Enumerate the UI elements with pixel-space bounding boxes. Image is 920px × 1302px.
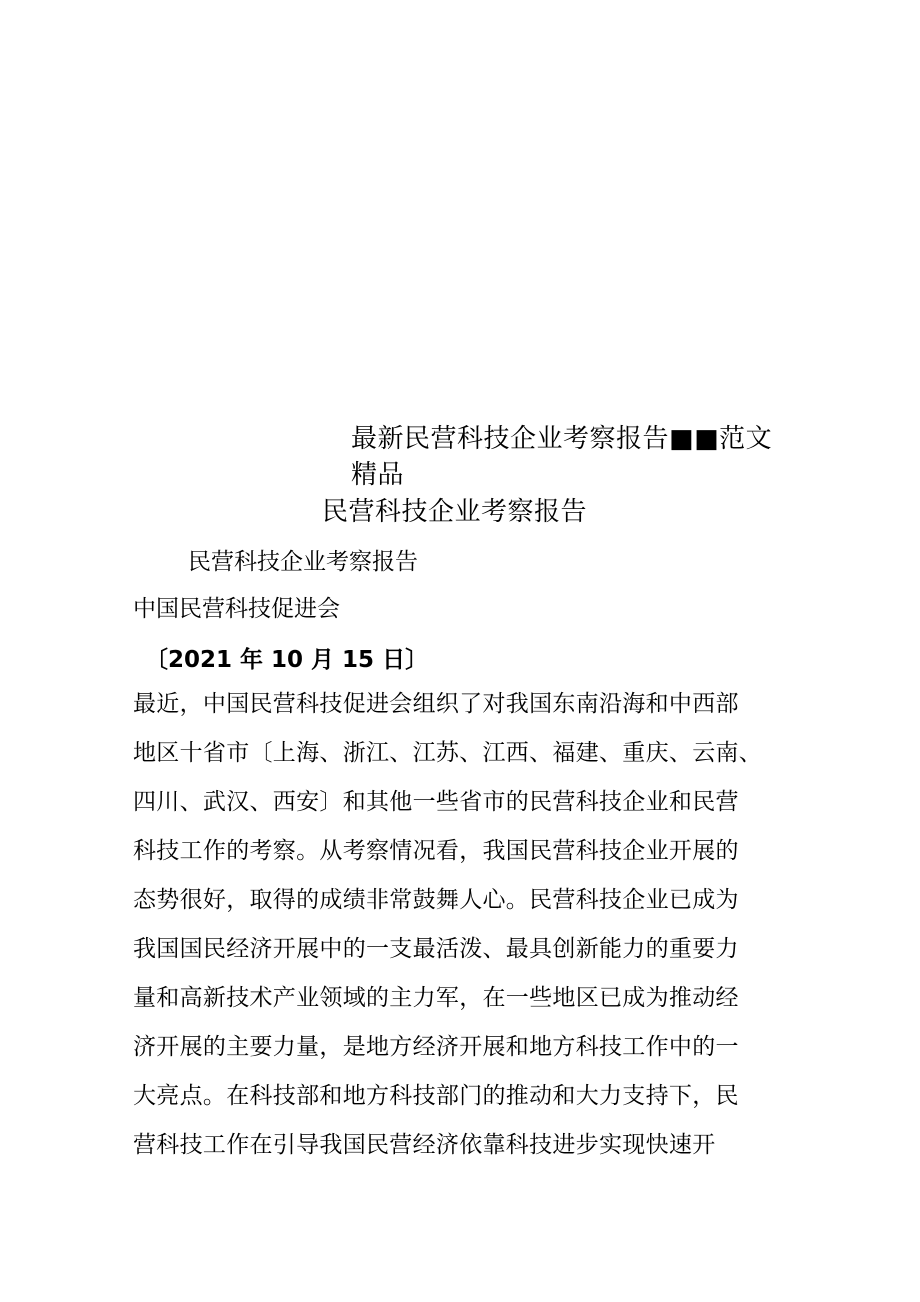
body-line: 态势很好，取得的成绩非常鼓舞人心。民营科技企业已成为 <box>133 887 739 913</box>
report-date: 〔2021 年 10 月 15 日〕 <box>145 647 429 673</box>
body-line: 济开展的主要力量，是地方经济开展和地方科技工作中的一 <box>133 1034 739 1060</box>
body-line: 地区十省市〔上海、浙江、江苏、江西、福建、重庆、云南、 <box>133 740 763 766</box>
body-line: 量和高新技术产业领域的主力军，在一些地区已成为推动经 <box>133 985 739 1011</box>
body-paragraph <box>133 689 773 1179</box>
document-subtitle: 民营科技企业考察报告 <box>322 497 588 527</box>
body-line: 我国国民经济开展中的一支最活泼、最具创新能力的重要力 <box>133 936 739 962</box>
heading-repeat: 民营科技企业考察报告 <box>188 549 418 575</box>
document-title: 最新民营科技企业考察报告■■范文精品 <box>351 424 773 490</box>
body-line: 四川、武汉、西安〕和其他一些省市的民营科技企业和民营 <box>133 789 739 815</box>
body-line: 营科技工作在引导我国民营经济依靠科技进步实现快速开 <box>133 1132 716 1158</box>
body-line: 科技工作的考察。从考察情况看，我国民营科技企业开展的 <box>133 838 739 864</box>
body-line: 最近，中国民营科技促进会组织了对我国东南沿海和中西部 <box>133 691 739 717</box>
body-line: 大亮点。在科技部和地方科技部门的推动和大力支持下，民 <box>133 1083 739 1109</box>
organization-name: 中国民营科技促进会 <box>133 596 340 622</box>
